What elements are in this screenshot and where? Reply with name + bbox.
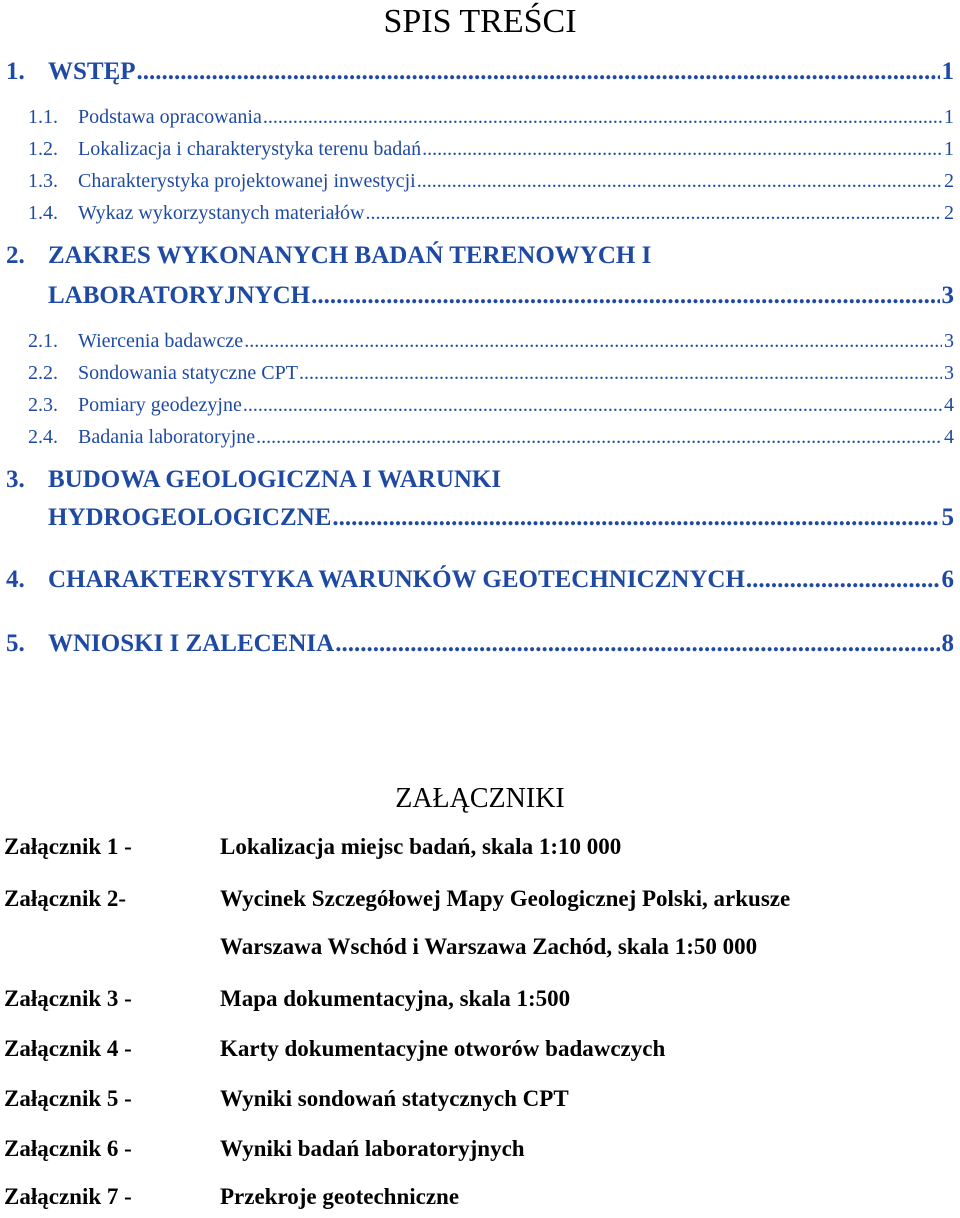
toc-leader-dots bbox=[299, 362, 942, 385]
toc-entry-number: 1.1. bbox=[28, 106, 58, 128]
toc-entry-label: WSTĘP bbox=[48, 58, 136, 85]
toc-entry-page: 3 bbox=[944, 362, 954, 384]
toc-entry-5[interactable] bbox=[0, 630, 960, 662]
toc-entry-number: 2. bbox=[6, 242, 25, 269]
toc-entry-label: Sondowania statyczne CPT bbox=[78, 362, 298, 384]
toc-entry-label: Pomiary geodezyjne bbox=[78, 394, 242, 416]
toc-entry-3-line1[interactable] bbox=[0, 466, 960, 498]
toc-entry-2-line1[interactable] bbox=[0, 242, 960, 274]
toc-entry-1-1[interactable] bbox=[0, 106, 960, 138]
attachment-item-2 bbox=[4, 886, 954, 920]
toc-entry-3[interactable] bbox=[0, 504, 960, 536]
toc-leader-dots bbox=[311, 282, 939, 310]
toc-entry-2-3[interactable] bbox=[0, 394, 960, 426]
toc-leader-dots bbox=[746, 566, 940, 594]
toc-leader-dots bbox=[244, 330, 942, 353]
toc-entry-1-3[interactable] bbox=[0, 170, 960, 202]
toc-entry-number: 2.3. bbox=[28, 394, 58, 416]
toc-entry-4[interactable] bbox=[0, 566, 960, 598]
toc-leader-dots bbox=[243, 394, 942, 417]
toc-entry-page: 2 bbox=[944, 202, 954, 224]
toc-entry-page: 2 bbox=[944, 170, 954, 192]
toc-entry-label: Lokalizacja i charakterystyka terenu badań bbox=[78, 138, 422, 160]
attachment-label: Załącznik 3 - bbox=[4, 986, 132, 1011]
toc-entry-label: HYDROGEOLOGICZNE bbox=[48, 504, 332, 531]
toc-entry-label: CHARAKTERYSTYKA WARUNKÓW GEOTECHNICZNYCH bbox=[48, 566, 745, 593]
toc-entry-number: 1. bbox=[6, 58, 25, 85]
attachment-description: Lokalizacja miejsc badań, skala 1:10 000 bbox=[220, 834, 622, 859]
toc-leader-dots bbox=[422, 138, 942, 161]
toc-entry-number: 4. bbox=[6, 566, 25, 593]
attachment-label: Załącznik 7 - bbox=[4, 1184, 132, 1209]
toc-entry-label: WNIOSKI I ZALECENIA bbox=[48, 630, 335, 657]
attachment-item-4 bbox=[4, 1036, 954, 1070]
toc-leader-dots bbox=[365, 202, 942, 225]
attachment-description: Karty dokumentacyjne otworów badawczych bbox=[220, 1036, 666, 1061]
attachment-description-line2: Warszawa Wschód i Warszawa Zachód, skala 1:50 000 bbox=[220, 934, 758, 959]
attachment-label: Załącznik 1 - bbox=[4, 834, 132, 859]
toc-entry-label: LABORATORYJNYCH bbox=[48, 282, 311, 309]
attachment-item-3 bbox=[4, 986, 954, 1020]
toc-entry-number: 1.4. bbox=[28, 202, 58, 224]
attachment-label: Załącznik 4 - bbox=[4, 1036, 132, 1061]
toc-entry-page: 3 bbox=[944, 330, 954, 352]
toc-leader-dots bbox=[335, 630, 939, 658]
attachment-label: Załącznik 5 - bbox=[4, 1086, 132, 1111]
attachment-description: Wycinek Szczegółowej Mapy Geologicznej Polski, arkusze bbox=[220, 886, 791, 911]
toc-entry-label: Charakterystyka projektowanej inwestycji bbox=[78, 170, 416, 192]
toc-entry-label-line1: BUDOWA GEOLOGICZNA I WARUNKI bbox=[48, 466, 502, 493]
toc-entry-2[interactable] bbox=[0, 282, 960, 314]
toc-entry-page: 6 bbox=[941, 566, 954, 593]
attachment-item-1 bbox=[4, 834, 954, 868]
toc-entry-2-2[interactable] bbox=[0, 362, 960, 394]
toc-entry-number: 2.4. bbox=[28, 426, 58, 448]
toc-entry-label: Wiercenia badawcze bbox=[78, 330, 244, 352]
toc-entry-page: 1 bbox=[941, 58, 954, 85]
toc-entry-page: 5 bbox=[941, 504, 954, 531]
toc-title: SPIS TREŚCI bbox=[383, 3, 577, 40]
attachment-item-2-continued bbox=[4, 934, 954, 968]
toc-leader-dots bbox=[263, 106, 942, 129]
attachment-item-7 bbox=[4, 1184, 954, 1218]
toc-entry-number: 1.3. bbox=[28, 170, 58, 192]
toc-entry-page: 3 bbox=[941, 282, 954, 309]
toc-leader-dots bbox=[137, 58, 940, 86]
toc-entry-number: 2.1. bbox=[28, 330, 58, 352]
toc-entry-page: 1 bbox=[944, 138, 954, 160]
toc-entry-page: 8 bbox=[941, 630, 954, 657]
toc-entry-page: 4 bbox=[944, 426, 954, 448]
toc-entry-1-4[interactable] bbox=[0, 202, 960, 234]
toc-entry-label-line1: ZAKRES WYKONANYCH BADAŃ TERENOWYCH I bbox=[48, 242, 652, 269]
attachment-description: Przekroje geotechniczne bbox=[220, 1184, 460, 1209]
attachment-description: Wyniki badań laboratoryjnych bbox=[220, 1136, 525, 1161]
attachment-item-5 bbox=[4, 1086, 954, 1120]
toc-entry-number: 3. bbox=[6, 466, 25, 493]
toc-entry-label: Podstawa opracowania bbox=[78, 106, 262, 128]
attachment-label: Załącznik 2- bbox=[4, 886, 127, 911]
toc-entry-2-4[interactable] bbox=[0, 426, 960, 458]
toc-entry-page: 1 bbox=[944, 106, 954, 128]
toc-entry-number: 1.2. bbox=[28, 138, 58, 160]
attachments-title: ZAŁĄCZNIKI bbox=[395, 783, 565, 814]
toc-leader-dots bbox=[256, 426, 942, 449]
attachment-description: Mapa dokumentacyjna, skala 1:500 bbox=[220, 986, 571, 1011]
toc-entry-number: 5. bbox=[6, 630, 25, 657]
toc-entry-2-1[interactable] bbox=[0, 330, 960, 362]
toc-entry-1-2[interactable] bbox=[0, 138, 960, 170]
toc-leader-dots bbox=[332, 504, 939, 532]
toc-entry-1[interactable] bbox=[0, 58, 960, 90]
toc-leader-dots bbox=[417, 170, 942, 193]
toc-entry-label: Wykaz wykorzystanych materiałów bbox=[78, 202, 365, 224]
toc-entry-page: 4 bbox=[944, 394, 954, 416]
toc-entry-number: 2.2. bbox=[28, 362, 58, 384]
attachment-label: Załącznik 6 - bbox=[4, 1136, 132, 1161]
attachment-description: Wyniki sondowań statycznych CPT bbox=[220, 1086, 569, 1111]
toc-entry-label: Badania laboratoryjne bbox=[78, 426, 256, 448]
attachment-item-6 bbox=[4, 1136, 954, 1170]
